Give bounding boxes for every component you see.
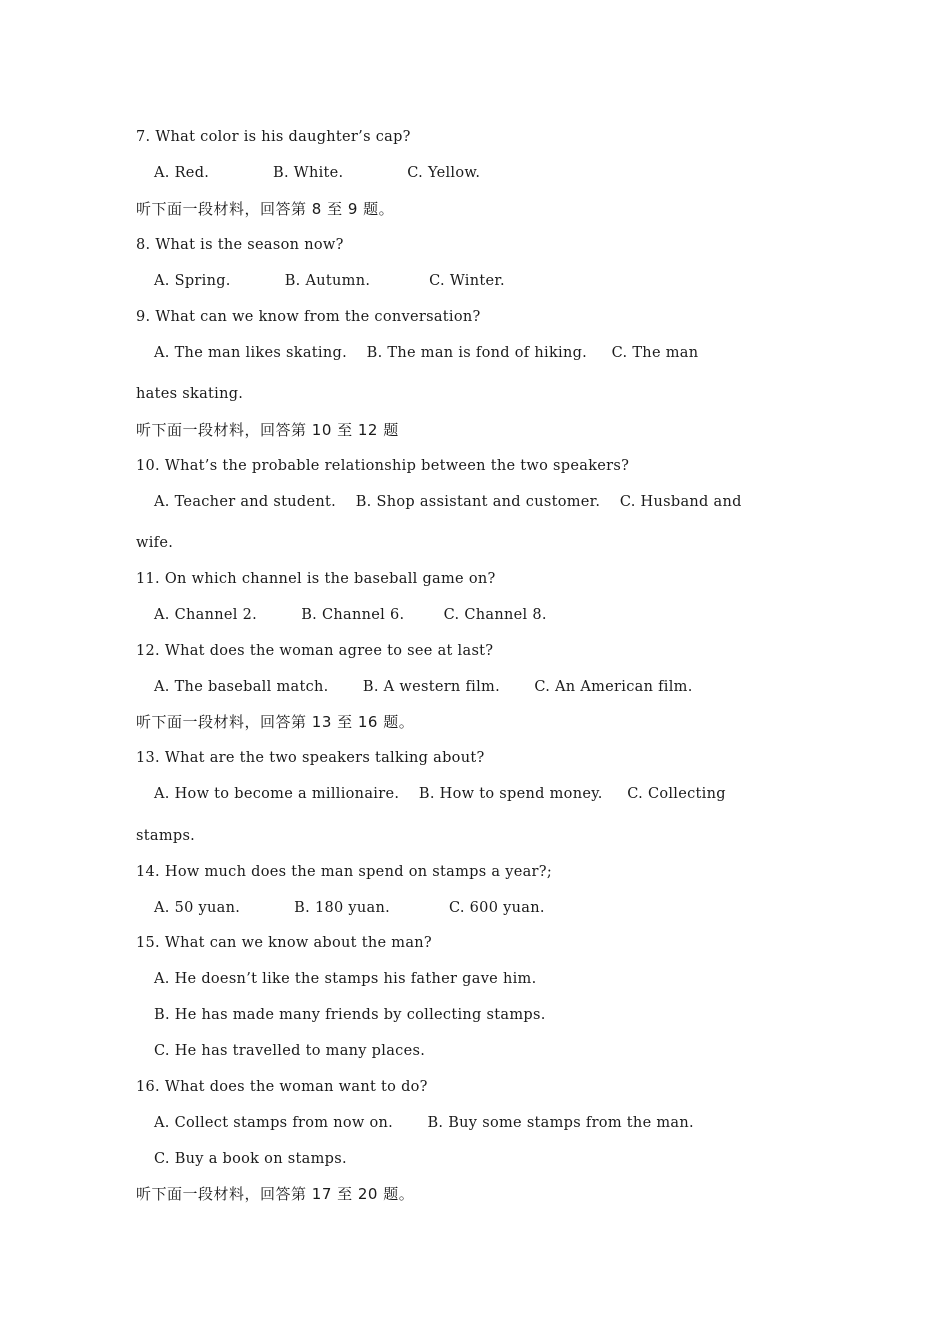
question-16-options: A. Collect stamps from now on. B. Buy some stamps from the man. — [154, 1115, 694, 1131]
question-10: 10. What’s the probable relationship between the two speakers? — [136, 458, 630, 474]
question-10-options-continued: wife. — [136, 535, 174, 551]
section-heading-10-12: 听下面一段材料，回答第 10 至 12 题 — [136, 421, 399, 439]
question-15-option-a: A. He doesn’t like the stamps his father gave him. — [154, 971, 537, 987]
question-13-options-continued: stamps. — [136, 828, 196, 844]
question-15: 15. What can we know about the man? — [136, 935, 432, 951]
section-heading-17-20: 听下面一段材料，回答第 17 至 20 题。 — [136, 1185, 415, 1203]
section-heading-13-16: 听下面一段材料，回答第 13 至 16 题。 — [136, 713, 415, 731]
question-10-options: A. Teacher and student. B. Shop assistant and customer. C. Husband and — [154, 494, 742, 510]
question-13-options: A. How to become a millionaire. B. How to spend money. C. Collecting — [154, 786, 726, 802]
question-16: 16. What does the woman want to do? — [136, 1079, 428, 1095]
question-11-options: A. Channel 2. B. Channel 6. C. Channel 8. — [154, 607, 547, 623]
question-16-option-c: C. Buy a book on stamps. — [154, 1151, 347, 1167]
question-8-options: A. Spring. B. Autumn. C. Winter. — [154, 273, 505, 289]
question-7-options: A. Red. B. White. C. Yellow. — [154, 165, 481, 181]
question-15-option-b: B. He has made many friends by collecting stamps. — [154, 1007, 546, 1023]
question-15-option-c: C. He has travelled to many places. — [154, 1043, 426, 1059]
question-9-options-continued: hates skating. — [136, 386, 244, 402]
question-14: 14. How much does the man spend on stamps a year?; — [136, 864, 553, 880]
section-heading-8-9: 听下面一段材料，回答第 8 至 9 题。 — [136, 200, 395, 218]
question-11: 11. On which channel is the baseball game on? — [136, 571, 496, 587]
question-13: 13. What are the two speakers talking about? — [136, 750, 485, 766]
question-14-options: A. 50 yuan. B. 180 yuan. C. 600 yuan. — [154, 900, 545, 916]
question-12-options: A. The baseball match. B. A western film. C. An American film. — [154, 679, 693, 695]
question-9-options: A. The man likes skating. B. The man is fond of hiking. C. The man — [154, 345, 699, 361]
question-8: 8. What is the season now? — [136, 237, 344, 253]
question-7: 7. What color is his daughter’s cap? — [136, 129, 411, 145]
question-12: 12. What does the woman agree to see at last? — [136, 643, 494, 659]
question-9: 9. What can we know from the conversation? — [136, 309, 481, 325]
